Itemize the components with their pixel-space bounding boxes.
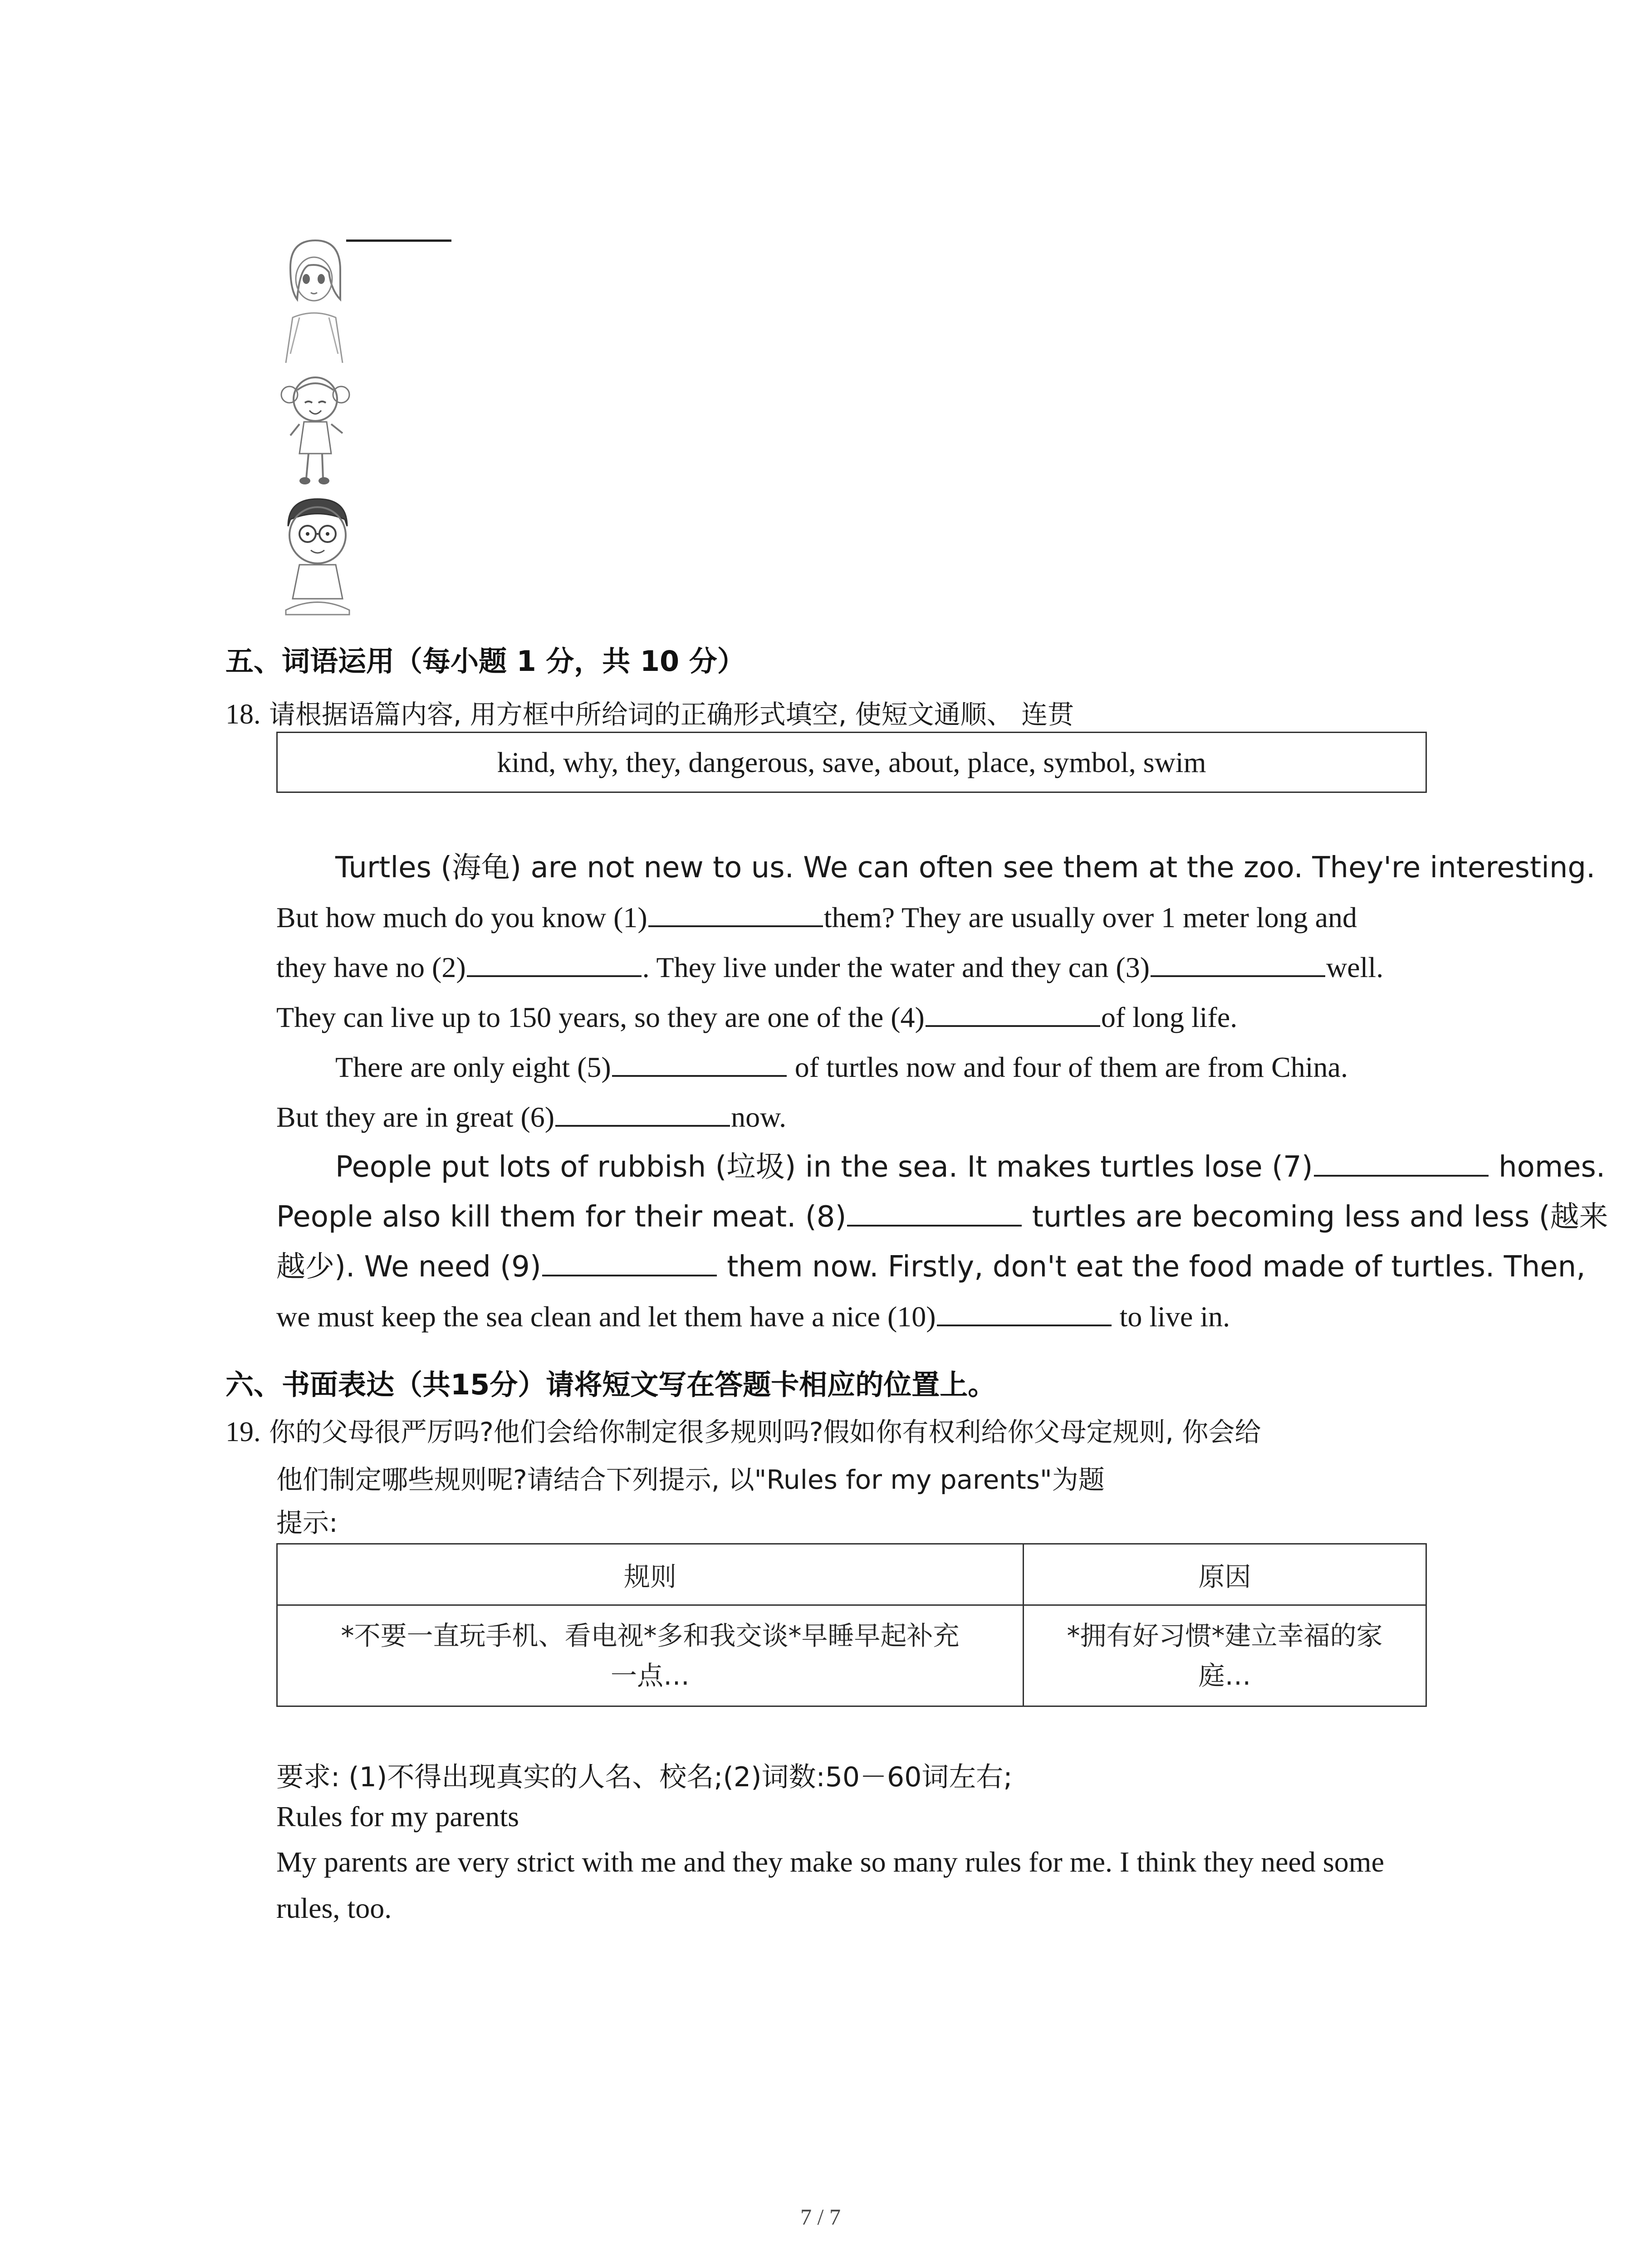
- girl-pigtails-illustration: [272, 367, 354, 488]
- page-number: 7 / 7: [800, 2204, 841, 2229]
- fill-blank-5[interactable]: [612, 1047, 787, 1077]
- section-6-heading: 六、书面表达（共15分）请将短文写在答题卡相应的位置上。: [225, 1368, 996, 1401]
- section-5-heading: 五、词语运用（每小题 1 分，共 10 分）: [225, 645, 745, 678]
- question-18-number: 18.: [225, 699, 261, 730]
- passage-line: People also kill them for their meat. (8) turtles are becoming less and less (越来: [276, 1192, 1608, 1242]
- question-18-text: 请根据语篇内容, 用方框中所给词的正确形式填空, 使短文通顺、 连贯: [269, 699, 1074, 730]
- passage-line: Turtles (海龟) are not new to us. We can often see them at the zoo. They're interesting.: [335, 851, 1596, 885]
- rules-hint-table: [276, 1543, 1427, 1707]
- table-cell-rules: *不要一直玩手机、看电视*多和我交谈*早睡早起补充 一点…: [277, 1605, 1024, 1706]
- passage-line: There are only eight (5) of turtles now and four of them are from China.: [335, 1042, 1348, 1092]
- boy-glasses-illustration: [272, 492, 363, 617]
- fill-blank-7[interactable]: [1314, 1147, 1489, 1177]
- fill-blank-10[interactable]: [937, 1296, 1112, 1326]
- requirement-text: 要求: (1)不得出现真实的人名、校名;(2)词数:50－60词左右;: [276, 1761, 1013, 1793]
- question-18-instruction: [225, 693, 1074, 731]
- fill-blank-3[interactable]: [1151, 947, 1325, 977]
- fill-blank-8[interactable]: [847, 1197, 1022, 1227]
- fill-blank-2[interactable]: [467, 947, 642, 977]
- passage-line: But how much do you know (1) them? They are usually over 1 meter long and: [276, 893, 1357, 943]
- fill-blank-4[interactable]: [926, 997, 1100, 1027]
- question-19-line-2: 他们制定哪些规则呢?请结合下列提示, 以"Rules for my parents"为题: [276, 1464, 1105, 1495]
- passage-line: 越少). We need (9) them now. Firstly, don't eat the food made of turtles. Then,: [276, 1242, 1586, 1292]
- question-19-number: 19.: [225, 1417, 261, 1447]
- table-cell-reasons: *拥有好习惯*建立幸福的家 庭…: [1024, 1605, 1426, 1706]
- girl-short-hair-illustration: [272, 236, 354, 363]
- passage-line: People put lots of rubbish (垃圾) in the sea. It makes turtles lose (7) homes.: [335, 1142, 1605, 1192]
- question-19-text: 你的父母很严厉吗?他们会给你制定很多规则吗?假如你有权利给你父母定规则, 你会给: [269, 1417, 1261, 1447]
- essay-starter-line-1: My parents are very strict with me and they make so many rules for me. I think they need some: [276, 1846, 1384, 1878]
- passage-line: But they are in great (6) now.: [276, 1092, 786, 1142]
- answer-blank-line: [346, 240, 451, 242]
- essay-starter-line-2: rules, too.: [276, 1892, 392, 1924]
- question-19-line-1: [225, 1411, 1261, 1449]
- fill-blank-9[interactable]: [542, 1246, 717, 1276]
- word-bank-box: kind, why, they, dangerous, save, about, place, symbol, swim: [276, 732, 1427, 793]
- passage-line: they have no (2) . They live under the water and they can (3) well.: [276, 943, 1383, 992]
- passage-line: we must keep the sea clean and let them have a nice (10) to live in.: [276, 1292, 1230, 1342]
- fill-blank-1[interactable]: [648, 897, 823, 927]
- essay-title: Rules for my parents: [276, 1800, 519, 1833]
- table-header-rules: 规则: [277, 1544, 1024, 1605]
- hint-label: 提示:: [276, 1507, 338, 1538]
- table-header-reasons: 原因: [1024, 1544, 1426, 1605]
- fill-blank-6[interactable]: [555, 1097, 730, 1127]
- passage-line: They can live up to 150 years, so they are one of the (4) of long life.: [276, 992, 1237, 1042]
